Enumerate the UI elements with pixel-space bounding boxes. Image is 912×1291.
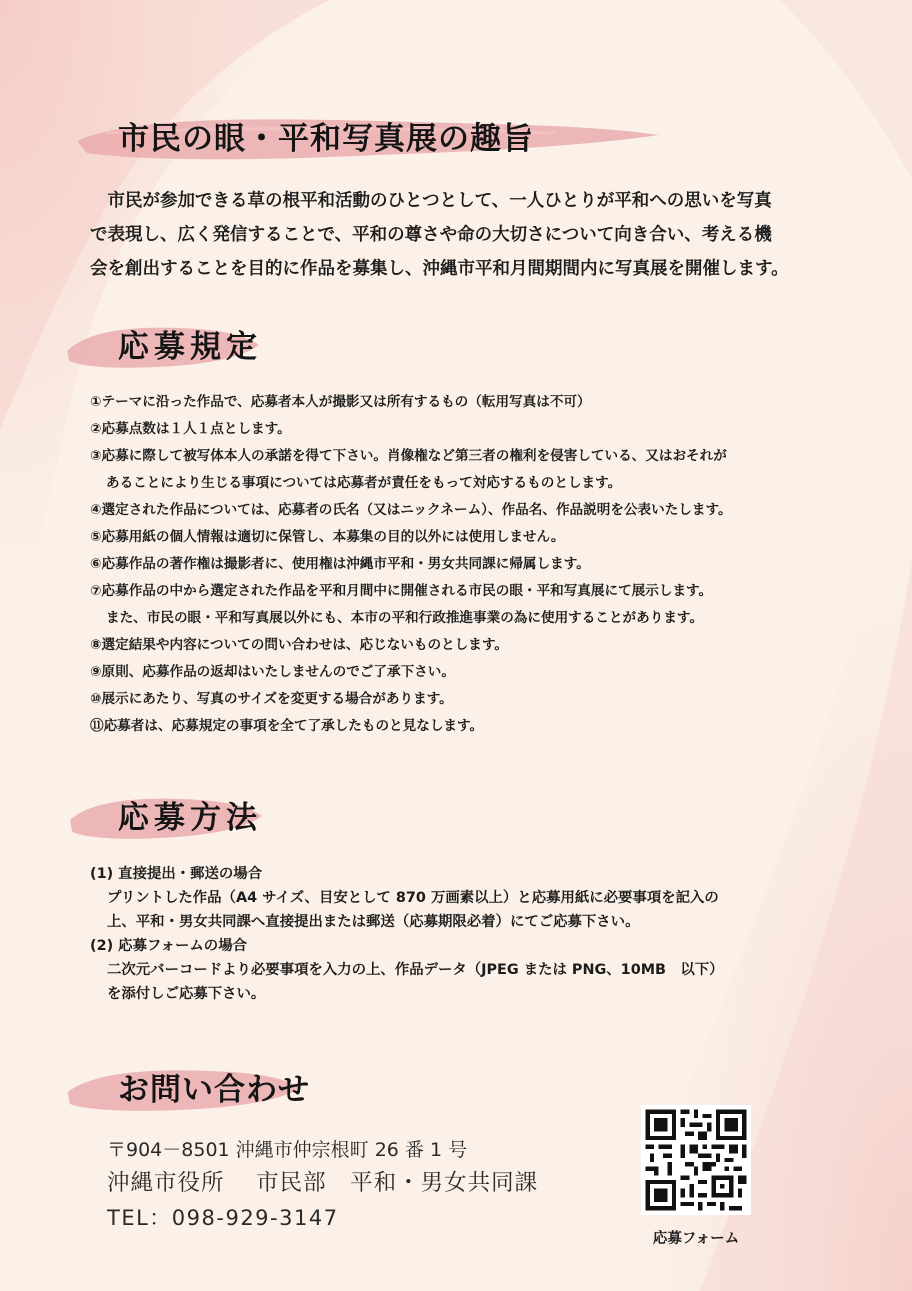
- method-direct-title: (1) 直接提出・郵送の場合: [90, 866, 263, 882]
- contact-office: 沖縄市役所 市民部 平和・男女共同課: [107, 1170, 539, 1196]
- contact-info: [107, 1135, 627, 1235]
- purpose-text: [90, 184, 830, 286]
- application-form-qr[interactable]: [641, 1105, 751, 1248]
- purpose-line: 市民が参加できる草の根平和活動のひとつとして、一人ひとりが平和への思いを写真: [90, 191, 772, 211]
- purpose-heading: 市民の眼・平和写真展の趣旨: [118, 121, 534, 157]
- rule-item: ⑥応募作品の著作権は撮影者に、使用権は沖縄市平和・男女共同課に帰属します。: [90, 556, 590, 572]
- purpose-line: 会を創出することを目的に作品を募集し、沖縄市平和月間期間内に写真展を開催します。: [90, 259, 789, 279]
- rule-item: ⑨原則、応募作品の返却はいたしませんのでご了承下さい。: [90, 664, 455, 680]
- contact-tel: TEL：098-929-3147: [107, 1206, 339, 1230]
- rule-item: ⑩展示にあたり、写真のサイズを変更する場合があります。: [90, 691, 453, 707]
- rule-item: ⑪応募者は、応募規定の事項を全て了承したものと見なします。: [90, 718, 484, 734]
- method-direct-line: プリントした作品（A4 サイズ、目安として 870 万画素以上）と応募用紙に必要事項を記入の: [107, 890, 719, 906]
- rule-item: ④選定された作品については、応募者の氏名（又はニックネーム）、作品名、作品説明を公表いたします。: [90, 502, 732, 518]
- method-form-line: 二次元バーコードより必要事項を入力の上、作品データ（JPEG または PNG、10MB 以下）: [107, 962, 724, 978]
- rules-heading: 応募規定: [118, 329, 262, 365]
- purpose-section-heading: [118, 107, 534, 171]
- method-text: [90, 862, 850, 1006]
- contact-heading: お問い合わせ: [118, 1072, 310, 1108]
- rules-list: [90, 389, 850, 740]
- rule-item: ③応募に際して被写体本人の承諾を得て下さい。肖像権など第三者の権利を侵害している、又はおそれが: [90, 448, 727, 464]
- rule-item: ②応募点数は１人１点とします。: [90, 421, 291, 437]
- qr-label: 応募フォーム: [652, 1231, 740, 1247]
- rule-item-continuation: あることにより生じる事項については応募者が責任をもって対応するものとします。: [106, 475, 622, 491]
- qr-code-icon[interactable]: [641, 1105, 751, 1215]
- rule-item: ⑦応募作品の中から選定された作品を平和月間中に開催される市民の眼・平和写真展にて展示します。: [90, 583, 713, 599]
- method-form-title: (2) 応募フォームの場合: [90, 938, 247, 954]
- rule-item: ⑤応募用紙の個人情報は適切に保管し、本募集の目的以外には使用しません。: [90, 529, 565, 545]
- contact-section-heading: [118, 1058, 310, 1122]
- method-form-line: を添付しご応募下さい。: [107, 986, 266, 1002]
- rule-item-continuation: また、市民の眼・平和写真展以外にも、本市の平和行政推進事業の為に使用することがあります。: [106, 610, 704, 626]
- contact-address: 〒904－8501 沖縄市仲宗根町 26 番 1 号: [107, 1139, 468, 1161]
- method-direct-line: 上、平和・男女共同課へ直接提出または郵送（応募期限必着）にてご応募下さい。: [107, 914, 640, 930]
- rule-item: ①テーマに沿った作品で、応募者本人が撮影又は所有するもの（転用写真は不可）: [90, 394, 591, 410]
- rule-item: ⑧選定結果や内容についての問い合わせは、応じないものとします。: [90, 637, 508, 653]
- method-section-heading: [118, 786, 262, 850]
- purpose-line: で表現し、広く発信することで、平和の尊さや命の大切さについて向き合い、考える機: [90, 225, 772, 245]
- rules-section-heading: [118, 315, 262, 379]
- method-heading: 応募方法: [118, 800, 262, 836]
